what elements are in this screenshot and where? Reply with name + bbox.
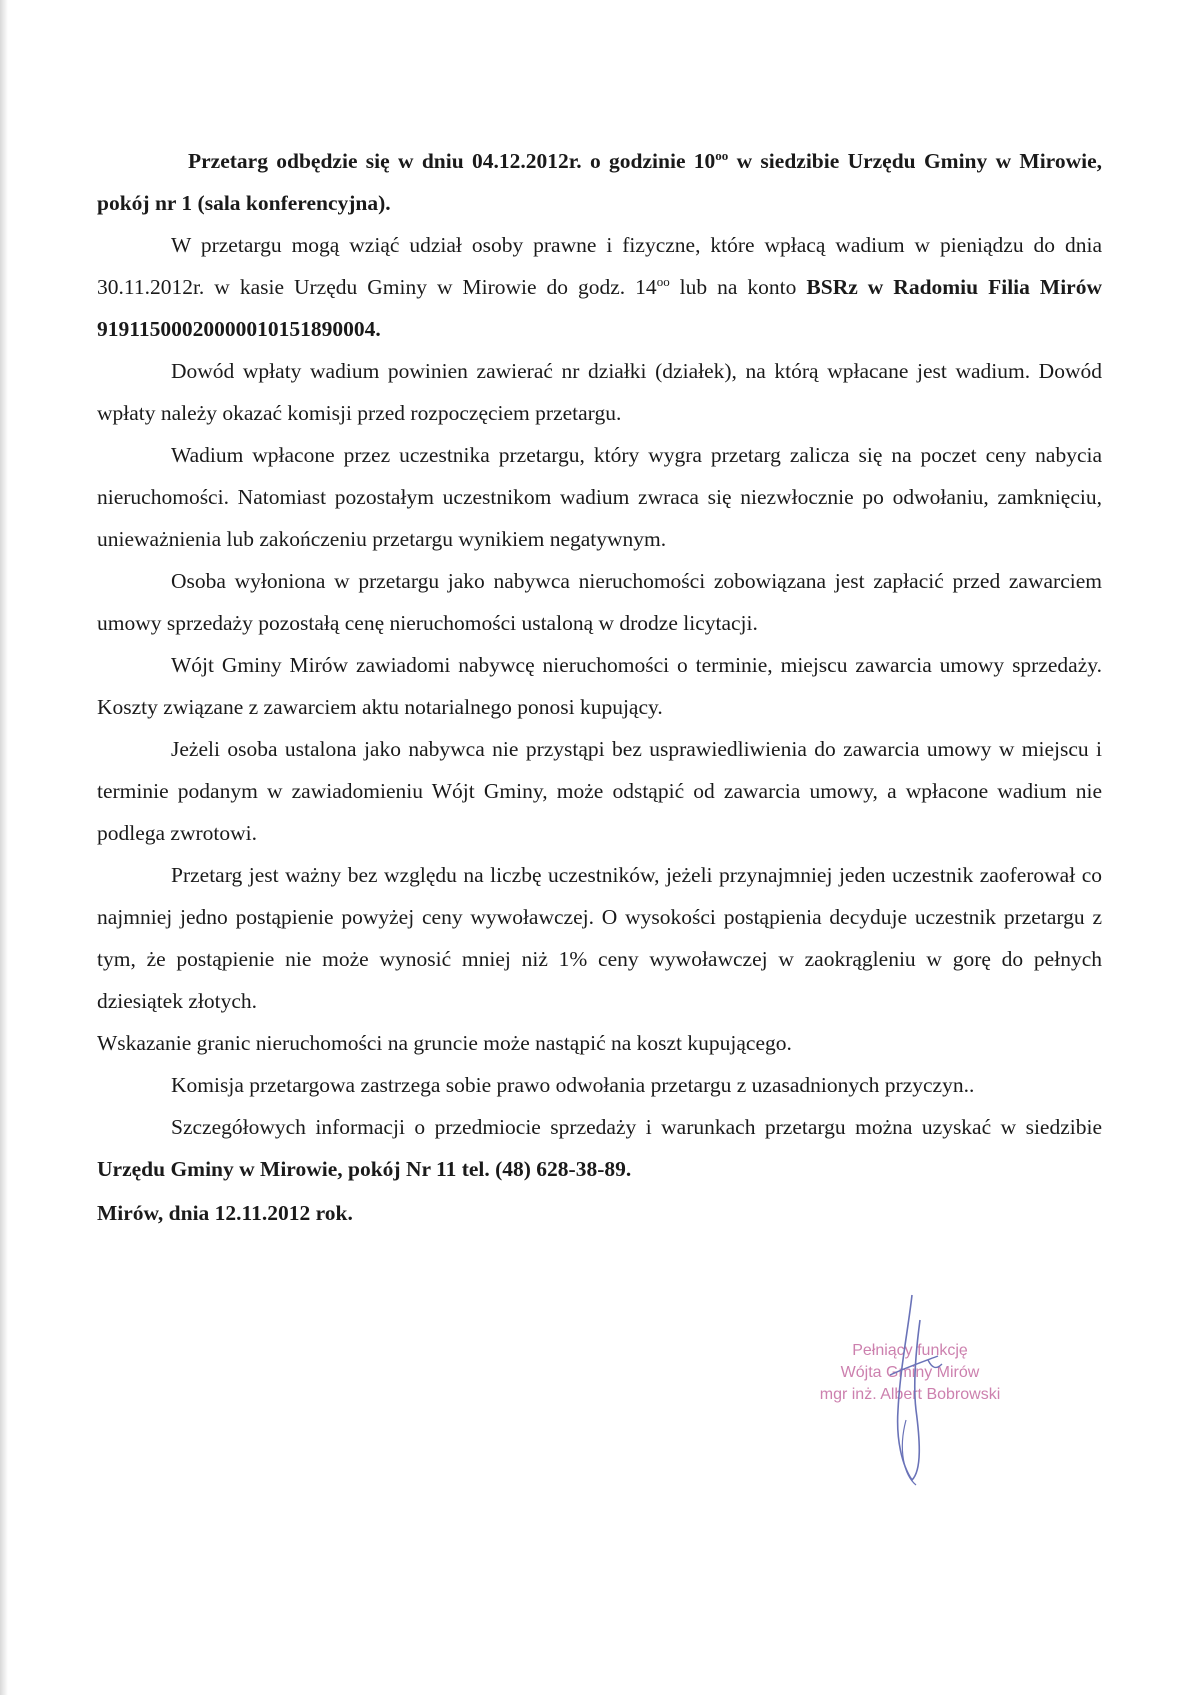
deposit-text-2: lub na konto — [669, 275, 807, 299]
deposit-text: W przetargu mogą wziąć udział osoby prawne i fizyczne, które wpłacą wadium w pieniądzu do dnia 30.11.2012r. w kasie Urzędu Gminy w Mirowie do godz. 14 — [97, 233, 1102, 299]
scan-edge — [0, 0, 8, 1695]
bank-account: BSRz w Radomiu Filia Mirów 91911500020000010151890004. — [97, 275, 1102, 341]
office-contact: Urzędu Gminy w Mirowie, pokój Nr 11 tel. (48) 628-38-89. — [97, 1157, 632, 1181]
buyer-obligation-paragraph: Osoba wyłoniona w przetargu jako nabywca nieruchomości zobowiązana jest zapłacić przed zawarciem umowy sprzedaży pozostałą cenę nieruchomości ustaloną w drodze licytacji. — [97, 569, 1102, 635]
boundaries-paragraph: Wskazanie granic nieruchomości na gruncie może nastąpić na koszt kupującego. — [97, 1031, 792, 1055]
deposit-refund-paragraph: Wadium wpłacone przez uczestnika przetargu, który wygra przetarg zalicza się na poczet ceny nabycia nieruchomości. Natomiast pozostałym uczestnikom wadium zwraca się niezwłocznie po odwołaniu, zamknięciu, unieważnienia lub zakończeniu przetargu wynikiem negatywnym. — [97, 443, 1102, 551]
handwritten-signature — [850, 1290, 980, 1490]
stamp-line-1: Pełniący funkcję — [852, 1342, 968, 1359]
auction-date-paragraph — [97, 140, 1102, 224]
place-date-line: Mirów, dnia 12.11.2012 rok. — [97, 1201, 353, 1225]
contact-paragraph — [97, 1106, 1102, 1190]
auction-date-text: Przetarg odbędzie się w dniu 04.12.2012r. o godzinie 10 — [188, 149, 716, 173]
contact-text: Szczegółowych informacji o przedmiocie sprzedaży i warunkach przetargu można uzyskać w siedzibie — [171, 1115, 1102, 1139]
auction-place-text: w siedzibie Urzędu Gminy w Mirowie, pokój nr 1 (sala konferencyjna). — [97, 149, 1102, 215]
validity-paragraph: Przetarg jest ważny bez względu na liczbę uczestników, jeżeli przynajmniej jeden uczestnik zaoferował co najmniej jedno postąpienie powyżej ceny wywoławczej. O wysokości postąpienia decyduje uczestnik przetargu z tym, że postąpienie nie może wynosić mniej niż 1% ceny wywoławczej w zaokrągleniu w gorę do pełnych dziesiątek złotych. — [97, 863, 1102, 1013]
hour-superscript: oo — [715, 147, 729, 163]
document-body — [97, 140, 1102, 1234]
deposit-hour-superscript: oo — [656, 273, 670, 289]
withdrawal-paragraph: Jeżeli osoba ustalona jako nabywca nie przystąpi bez usprawiedliwienia do zawarcia umowy w miejscu i terminie podanym w zawiadomieniu Wójt Gminy, może odstąpić od zawarcia umowy, a wpłacone wadium nie podlega zwrotowi. — [97, 737, 1102, 845]
stamp-line-3: mgr inż. Albert Bobrowski — [819, 1386, 1001, 1403]
notification-paragraph: Wójt Gminy Mirów zawiadomi nabywcę nieruchomości o terminie, miejscu zawarcia umowy sprzedaży. Koszty związane z zawarciem aktu notarialnego ponosi kupujący. — [97, 653, 1102, 719]
deposit-paragraph — [97, 224, 1102, 350]
stamp-line-2: Wójta Gminy Mirów — [840, 1364, 980, 1381]
proof-of-payment-paragraph: Dowód wpłaty wadium powinien zawierać nr działki (działek), na którą wpłacane jest wadium. Dowód wpłaty należy okazać komisji przed rozpoczęciem przetargu. — [97, 359, 1102, 425]
cancellation-paragraph: Komisja przetargowa zastrzega sobie prawo odwołania przetargu z uzasadnionych przyczyn.. — [171, 1073, 975, 1097]
